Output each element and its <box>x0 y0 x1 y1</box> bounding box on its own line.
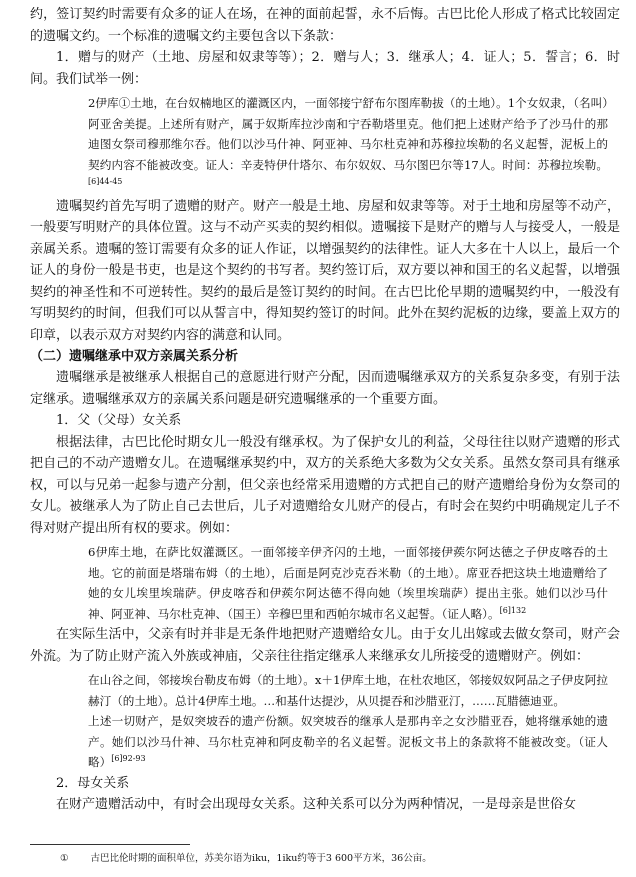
citation-3: [6]92-93 <box>111 754 146 764</box>
paragraph-contract-intro: 约，签订契约时需要有众多的证人在场，在神的面前起誓，永不后悔。古巴比伦人形成了格式比较固定的遗嘱文约。一个标准的遗嘱文约主要包含以下条款： <box>30 7 620 44</box>
footnote <box>60 852 432 866</box>
quote-example-1 <box>88 93 608 196</box>
paragraph-mother-daughter: 在财产遗赠活动中，有时会出现母女关系。这种关系可以分为两种情况，一是母亲是世俗女 <box>56 797 577 812</box>
paragraph-contract-analysis: 遗嘱契约首先写明了遗赠的财产。财产一般是土地、房屋和奴隶等等。对于土地和房屋等不动产，一般要写明财产的具体位置。这与不动产买卖的契约相似。遗嘱接下是财产的赠与人与接受人，一般是亲属关系。遗嘱的签订需要有众多的证人作证，以增强契约的法律性。证人大多在十人以上，最后一个证人的身份一般是书吏，也是这个契约的书写者。契约签订后，双方要以神和国王的名义起誓，以增强契约的神圣性和不可逆转性。契约的最后是签订契约的时间。在古巴比伦早期的遗嘱契约中，一般没有写明契约的时间，但我们可以从誓言中，得知契约签订的时间。此外在契约泥板的边缘，要盖上双方的印章，以表示双方对契约内容的满意和认同。 <box>30 198 620 343</box>
quote-example-2 <box>88 542 608 624</box>
citation-1: [6]44-45 <box>88 177 123 187</box>
subheading-mother-daughter: 2．母女关系 <box>56 775 130 791</box>
paragraph-kinship-intro: 遗嘱继承是被继承人根据自己的意愿进行财产分配，因而遗嘱继承双方的关系复杂多变，有别于法定继承。遗嘱继承双方的亲属关系问题是研究遗嘱继承的一个重要方面。 <box>30 370 620 407</box>
quote-2-text: 6伊库土地，在萨比奴灌溉区。一面邻接辛伊齐闪的土地，一面邻接伊蒺尔阿达德之子伊皮喀吞的土地。它的前面是塔瑞布姆（的土地），后面是阿克沙克吞米勒（的土地）。席亚吞把这块土地遗赠给了她的女儿埃里埃瑞萨。伊皮喀吞和伊蒺尔阿达德不得向她（埃里埃瑞萨）提出主张。她们以沙马什神、阿亚神、马尔杜克神、（国王）辛穆巴里和西帕尔城市名义起誓。（证人略）。 <box>88 545 608 621</box>
quote-3b-text: 上述一切财产，是奴突坡吞的遗产份额。奴突坡吞的继承人是那冉辛之女沙腊亚吞，她将继承她的遗产。她们以沙马什神、马尔杜克神和阿皮勒辛的名义起誓。泥板文书上的条款将不能被改变。（证人略） <box>88 714 608 769</box>
quote-example-3a: 在山谷之间，邻接埃台勒皮布姆（的土地）。x＋1伊库土地，在杜农地区，邻接奴奴阿品之子伊皮阿拉赫汀（的土地）。总计4伊库土地。…和基什达提沙，从贝提吞和沙腊亚汀，……瓦腊德迪亚。 <box>88 673 608 708</box>
page-body <box>30 4 620 816</box>
section-heading-kinship: （二）遗嘱继承中双方亲属关系分析 <box>30 349 239 364</box>
paragraph-conditional-bequest: 在实际生活中，父亲有时并非是无条件地把财产遗赠给女儿。由于女儿出嫁或去做女祭司，财产会外流。为了防止财产流入外族或神庙，父亲往往指定继承人来继承女儿所接受的遗赠财产。例如： <box>30 627 620 664</box>
footnote-mark: ① <box>60 853 69 864</box>
quote-example-3b <box>88 711 608 773</box>
subheading-father-daughter: 1．父（父母）女关系 <box>56 413 182 428</box>
paragraph-clauses-list: 1．赠与的财产（土地、房屋和奴隶等等）；2．赠与人；3．继承人；4．证人；5．誓言；6．时间。我们试举一例： <box>30 50 620 87</box>
footnote-divider <box>30 844 190 845</box>
paragraph-father-daughter: 根据法律，古巴比伦时期女儿一般没有继承权。为了保护女儿的利益，父母往往以财产遗赠的形式把自己的不动产遗赠女儿。在遗嘱继承契约中，双方的关系绝大多数为父女关系。虽然女祭司具有继承权，可以与兄弟一起参与遗产分割，但父亲也经常采用遗赠的方式把自己的财产遗赠给身份为女祭司的女儿。被继承人为了防止自己去世后，儿子对遗赠给女儿财产的侵占，有时会在契约中明确规定儿子不得对财产提出所有权的要求。例如： <box>30 434 620 536</box>
citation-2: [6]132 <box>499 605 527 615</box>
footnote-text: 古巴比伦时期的面积单位，苏美尔语为iku，1iku约等于3 600平方米，36公亩。 <box>90 853 432 864</box>
quote-1-text: 2伊库①土地，在台奴楠地区的灌溉区内，一面邻接宁舒布尔图库勒拔（的土地）。1个女奴隶，（名叫）阿亚舍美提。上述所有财产，属于奴斯库拉沙南和宁吞勒塔里克。他们把上述财产给予了沙马什的那迪图女祭司穆那维尔吞。他们以沙马什神、阿亚神、马尔杜克神和苏穆拉埃勒的名义起誓，泥板上的契约内容不能被改变。证人：辛麦特伊什塔尔、布尔奴奴、马尔图巴尔等17人。时间：苏穆拉埃勒。 <box>88 96 608 172</box>
